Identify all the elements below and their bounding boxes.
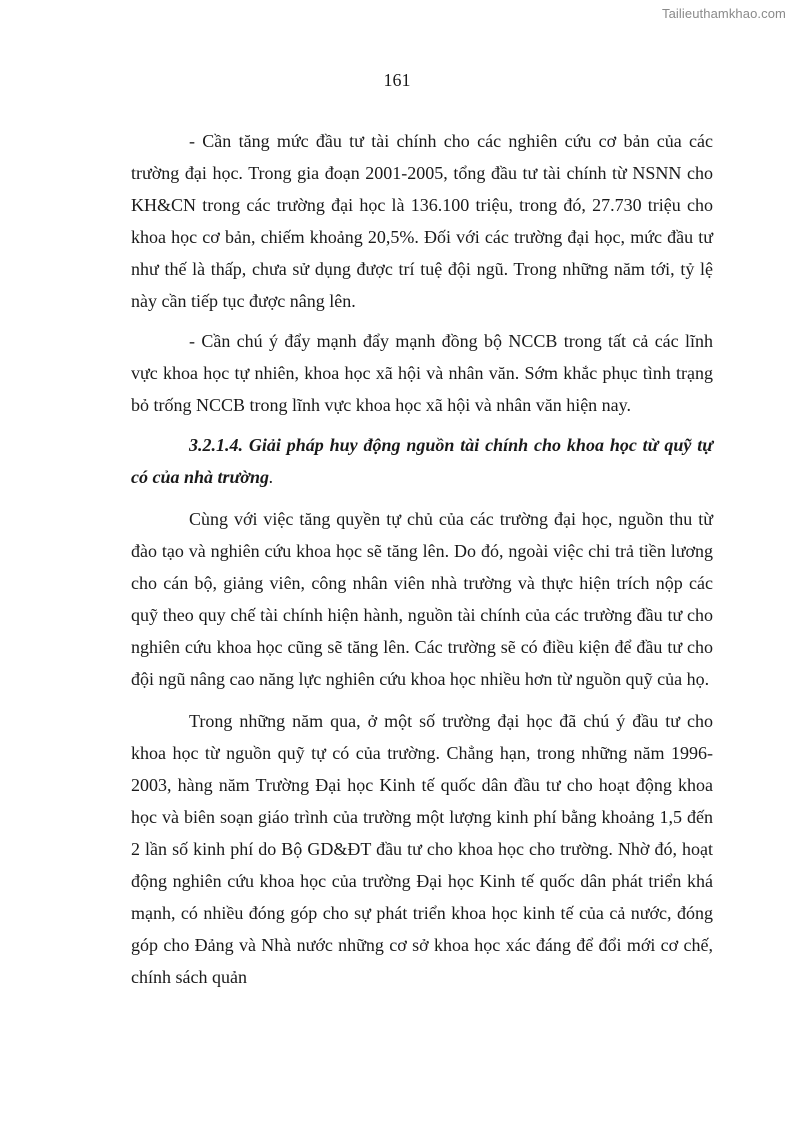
section-heading <box>131 429 713 493</box>
section-heading-trail: . <box>268 467 274 487</box>
page-number: 161 <box>383 70 411 90</box>
section-heading-text: 3.2.1.4. Giải pháp huy động nguồn tài chính cho khoa học từ quỹ tự có của nhà trường <box>131 435 713 487</box>
page-body <box>131 125 713 993</box>
paragraph-basic-research-investment: - Cần tăng mức đầu tư tài chính cho các nghiên cứu cơ bản của các trường đại học. Trong gia đoạn 2001-2005, tổng đầu tư tài chính từ NSNN cho KH&CN trong các trường đại học là 136.100 triệu, trong đó, 27.730 triệu cho khoa học cơ bản, chiếm khoảng 20,5%. Đối với các trường đại học, mức đầu tư như thế là thấp, chưa sử dụng được trí tuệ đội ngũ. Trong những năm tới, tỷ lệ này cần tiếp tục được nâng lên. <box>131 131 713 311</box>
paragraph-autonomy-funding: Cùng với việc tăng quyền tự chủ của các trường đại học, nguồn thu từ đào tạo và nghiên cứu khoa học sẽ tăng lên. Do đó, ngoài việc chi trả tiền lương cho cán bộ, giảng viên, công nhân viên nhà trường và thực hiện trích nộp các quỹ theo quy chế tài chính hiện hành, nguồn tài chính của các trường đầu tư cho nghiên cứu khoa học cũng sẽ tăng lên. Các trường sẽ có điều kiện để đầu tư cho đội ngũ nâng cao năng lực nghiên cứu khoa học nhiều hơn từ nguồn quỹ của họ. <box>131 509 713 689</box>
paragraph-synchronous-basic-research: - Cần chú ý đẩy mạnh đẩy mạnh đồng bộ NCCB trong tất cả các lĩnh vực khoa học tự nhiên, khoa học xã hội và nhân văn. Sớm khắc phục tình trạng bỏ trống NCCB trong lĩnh vực khoa học xã hội và nhân văn hiện nay. <box>131 331 713 415</box>
paragraph-neu-example: Trong những năm qua, ở một số trường đại học đã chú ý đầu tư cho khoa học từ nguồn quỹ tự có của trường. Chẳng hạn, trong những năm 1996-2003, hàng năm Trường Đại học Kinh tế quốc dân đầu tư cho hoạt động khoa học và biên soạn giáo trình của trường một lượng kinh phí bằng khoảng 1,5 đến 2 lần số kinh phí do Bộ GD&ĐT đầu tư cho khoa học cho trường. Nhờ đó, hoạt động nghiên cứu khoa học của trường Đại học Kinh tế quốc dân phát triển khá mạnh, có nhiều đóng góp cho sự phát triển khoa học kinh tế của cả nước, đóng góp cho Đảng và Nhà nước những cơ sở khoa học xác đáng để đổi mới cơ chế, chính sách quản <box>131 711 713 987</box>
watermark: Tailieuthamkhao.com <box>661 6 786 21</box>
